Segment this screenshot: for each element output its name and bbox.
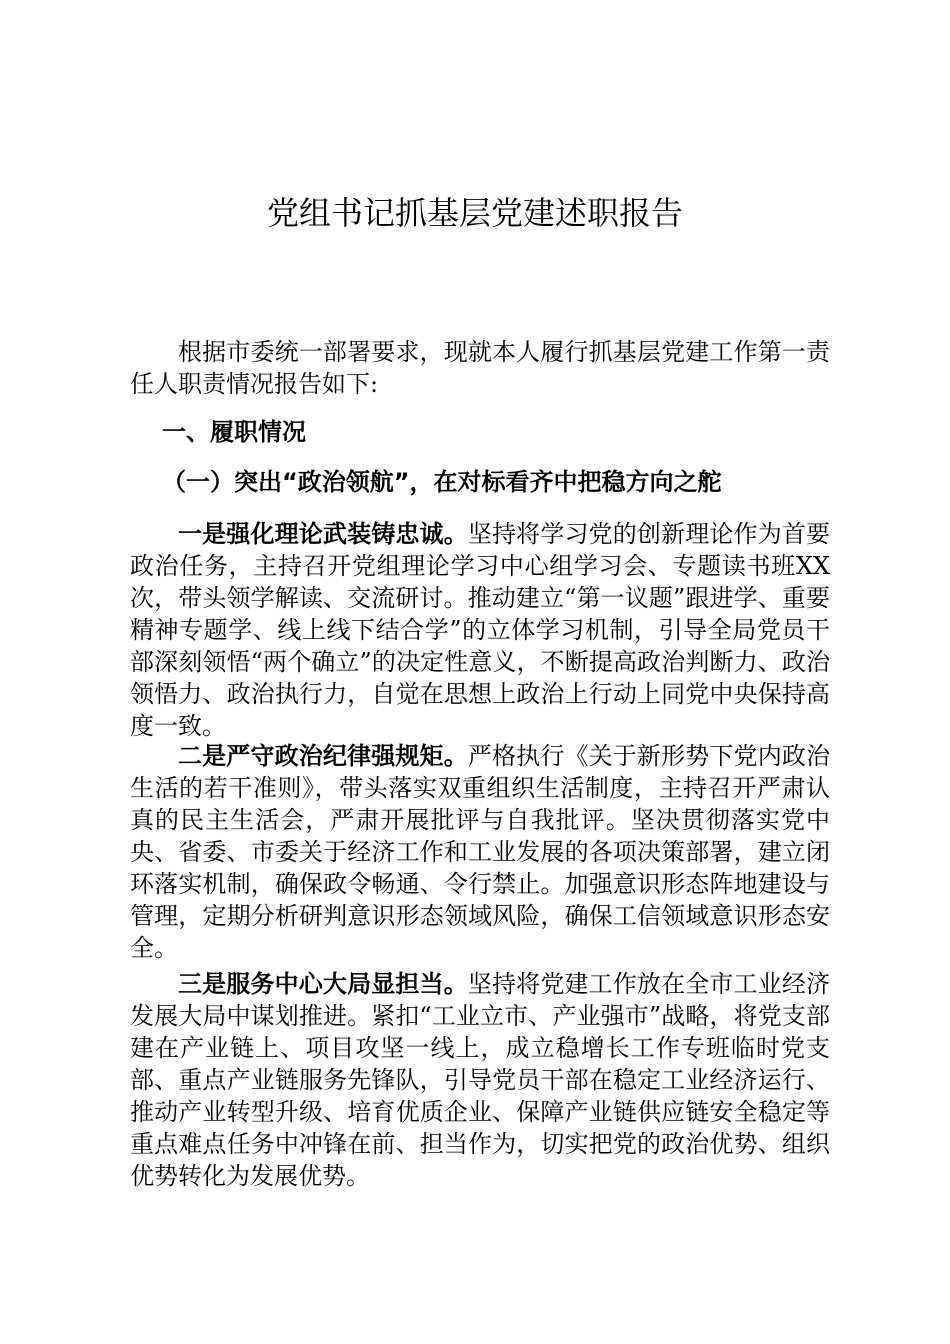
paragraph-3-lead: 三是服务中心大局显担当。: [178, 970, 468, 998]
paragraph-2: [130, 740, 830, 964]
paragraph-2-lead: 二是严守政治纪律强规矩。: [178, 742, 468, 770]
section-heading-1: 一、履职情况: [162, 418, 306, 446]
subsection-heading-1: （一）突出“政治领航”，在对标看齐中把稳方向之舵: [162, 468, 722, 496]
paragraph-1-text: 坚持将学习党的创新理论作为首要政治任务，主持召开党组理论学习中心组学习会、专题读书班XX次，带头领学解读、交流研讨。推动建立“第一议题”跟进学、重要精神专题学、线上线下结合学”的立体学习机制，引导全局党员干部深刻领悟“两个确立”的决定性意义，不断提高政治判断力、政治领悟力、政治执行力，自觉在思想上政治上行动上同党中央保持高度一致。: [130, 520, 831, 740]
paragraph-3: [130, 968, 830, 1192]
intro-paragraph: 根据市委统一部署要求，现就本人履行抓基层党建工作第一责任人职责情况报告如下:: [130, 338, 830, 398]
paragraph-3-text: 坚持将党建工作放在全市工业经济发展大局中谋划推进。紧扣“工业立市、产业强市”战略，将党支部建在产业链上、项目攻坚一线上，成立稳增长工作专班临时党支部、重点产业链服务先锋队，引导党员干部在稳定工业经济运行、推动产业转型升级、培育优质企业、保障产业链供应链安全稳定等重点难点任务中冲锋在前、担当作为，切实把党的政治优势、组织优势转化为发展优势。: [130, 970, 831, 1190]
paragraph-2-text: 严格执行《关于新形势下党内政治生活的若干准则》，带头落实双重组织生活制度，主持召开严肃认真的民主生活会，严肃开展批评与自我批评。坚决贯彻落实党中央、省委、市委关于经济工作和工业发展的各项决策部署，建立闭环落实机制，确保政令畅通、令行禁止。加强意识形态阵地建设与管理，定期分析研判意识形态领域风险，确保工信领域意识形态安全。: [130, 742, 831, 962]
paragraph-1-lead: 一是强化理论武装铸忠诚。: [178, 520, 468, 548]
page-title: 党组书记抓基层党建述职报告: [266, 194, 683, 233]
paragraph-1: [130, 518, 830, 742]
